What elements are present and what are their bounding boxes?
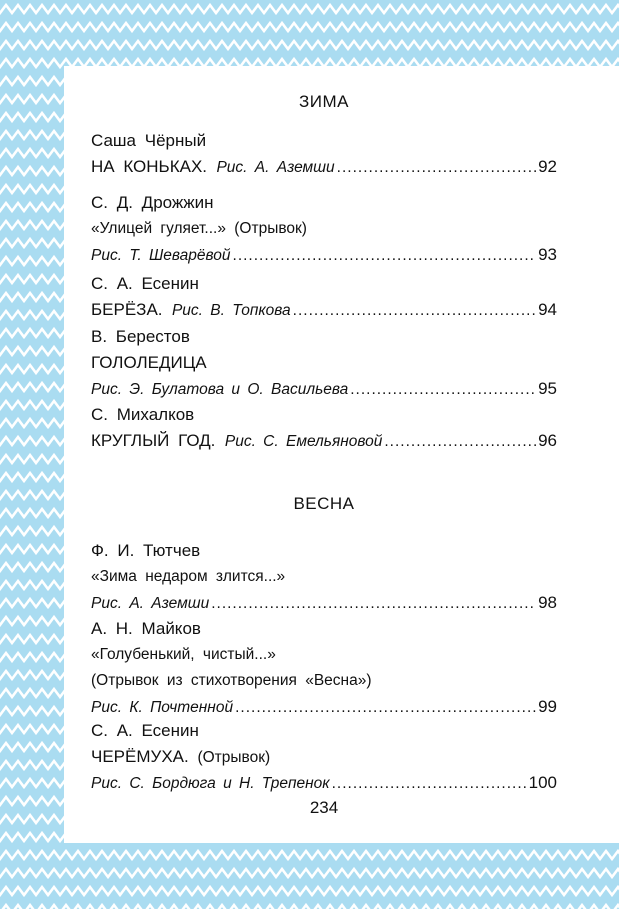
- entry-title: КРУГЛЫЙ ГОД.: [91, 431, 216, 450]
- entry-title: НА КОНЬКАХ.: [91, 157, 208, 176]
- entry-author: В. Берестов: [91, 327, 190, 346]
- entry-page-number: 99: [538, 697, 557, 716]
- entry-illustrator: Рис. А. Аземши: [91, 595, 210, 612]
- dot-leader: [350, 377, 536, 403]
- toc-entry: [91, 271, 557, 323]
- section-title-spring: ВЕСНА: [293, 494, 355, 513]
- entry-note: (Отрывок): [234, 220, 307, 237]
- entry-title: ЧЕРЁМУХА.: [91, 747, 189, 766]
- entry-page-number: 93: [538, 245, 557, 264]
- entry-title: «Улицей гуляет...»: [91, 220, 226, 237]
- entry-author: С. Д. Дрожжин: [91, 193, 214, 212]
- entry-illustrator: Рис. Э. Булатова и О. Васильева: [91, 381, 349, 398]
- entry-illustrator: Рис. С. Бордюга и Н. Трепенок: [91, 775, 330, 792]
- entry-illustrator: Рис. К. Почтенной: [91, 699, 234, 716]
- entry-title: ГОЛОЛЕДИЦА: [91, 353, 207, 372]
- entry-author: Саша Чёрный: [91, 131, 207, 150]
- entry-title-row: [91, 154, 557, 180]
- dot-leader: [332, 771, 527, 797]
- entry-title: «Голубенький, чистый...»: [91, 646, 276, 663]
- toc-entry: [91, 616, 557, 720]
- entry-author: С. Михалков: [91, 405, 195, 424]
- entry-title-line: [91, 744, 557, 770]
- entry-illustrator: Рис. С. Емельяновой: [224, 433, 383, 450]
- entry-illustrator-row: [91, 590, 557, 616]
- entry-page-number: 94: [538, 300, 557, 319]
- entry-author: Ф. И. Тютчев: [91, 541, 201, 560]
- entry-illustrator: Рис. В. Топкова: [171, 302, 291, 319]
- entry-illustrator: Рис. А. Аземши: [216, 159, 335, 176]
- entry-title-row: [91, 297, 557, 323]
- toc-entry: [91, 402, 557, 454]
- toc-entry: [91, 190, 557, 268]
- toc-entry: [91, 128, 557, 180]
- dot-leader: [211, 591, 536, 617]
- dot-leader: [384, 429, 536, 455]
- entry-illustrator-row: [91, 376, 557, 402]
- entry-page-number: 98: [538, 593, 557, 612]
- toc-entry: [91, 718, 557, 796]
- entry-author: С. А. Есенин: [91, 721, 199, 740]
- entry-page-number: 95: [538, 379, 557, 398]
- entry-title-row: [91, 428, 557, 454]
- dot-leader: [233, 243, 537, 269]
- entry-title-line: [91, 216, 557, 242]
- entry-illustrator: Рис. Т. Шеварёвой: [91, 247, 231, 264]
- entry-illustrator-row: [91, 694, 557, 720]
- entry-illustrator-row: [91, 770, 557, 796]
- entry-page-number: 96: [538, 431, 557, 450]
- entry-note: (Отрывок): [197, 749, 271, 766]
- toc-entry: [91, 538, 557, 616]
- entry-title: «Зима недаром злится...»: [91, 568, 286, 585]
- book-page: [64, 66, 619, 843]
- page-number: 234: [309, 798, 339, 817]
- dot-leader: [293, 298, 536, 324]
- entry-page-number: 92: [538, 157, 557, 176]
- dot-leader: [337, 155, 536, 181]
- entry-note: (Отрывок из стихотворения «Весна»): [91, 672, 372, 689]
- entry-author: С. А. Есенин: [91, 274, 199, 293]
- entry-title: БЕРЁЗА.: [91, 300, 163, 319]
- entry-illustrator-row: [91, 242, 557, 268]
- entry-page-number: 100: [528, 773, 557, 792]
- toc-entry: [91, 324, 557, 402]
- section-title-winter: ЗИМА: [299, 92, 349, 111]
- entry-author: А. Н. Майков: [91, 619, 201, 638]
